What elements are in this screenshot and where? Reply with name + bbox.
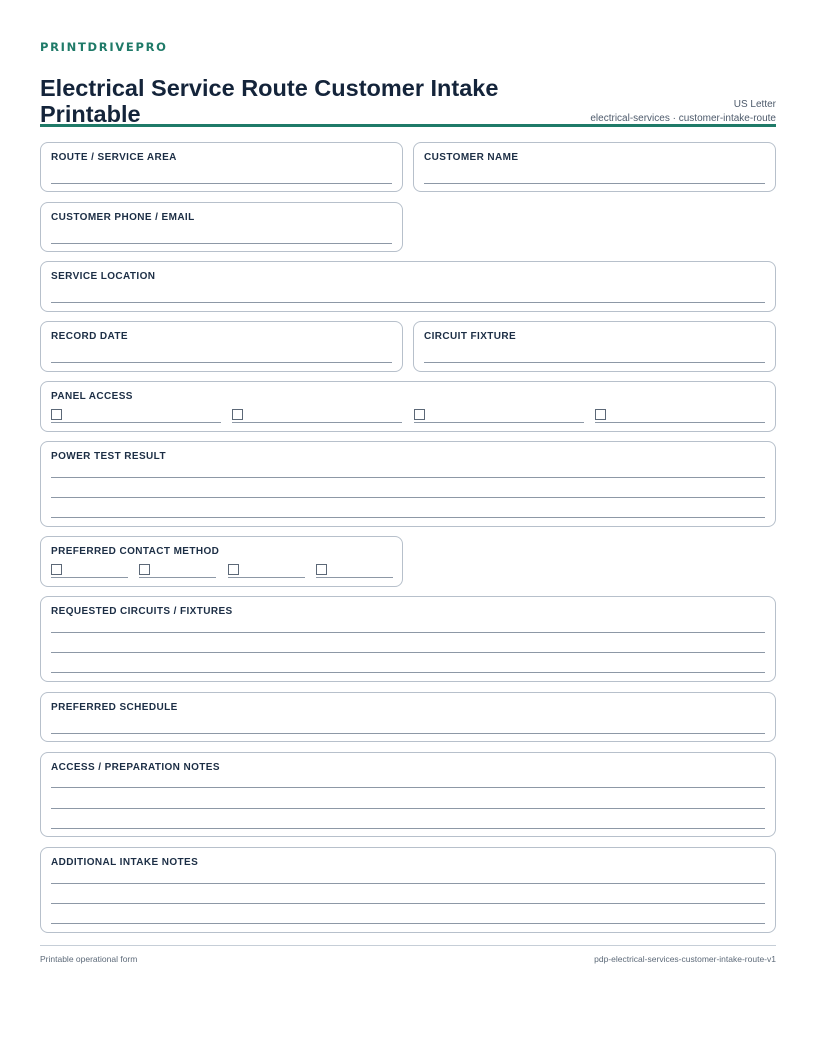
circuit-fixture-input-line[interactable] bbox=[424, 362, 765, 363]
requested-circuits-line-1[interactable] bbox=[51, 632, 765, 633]
additional-notes-line-1[interactable] bbox=[51, 883, 765, 884]
brand-wordmark: PRINTDRIVEPRO bbox=[40, 40, 168, 54]
additional-intake-notes-field bbox=[40, 847, 776, 933]
requested-circuits-line-2[interactable] bbox=[51, 652, 765, 653]
customer-phone-email-label: CUSTOMER PHONE / EMAIL bbox=[51, 212, 195, 223]
footer-form-id: pdp-electrical-services-customer-intake-route-v1 bbox=[594, 954, 776, 964]
requested-circuits-line-3[interactable] bbox=[51, 672, 765, 673]
checkbox-icon[interactable] bbox=[232, 409, 243, 420]
checkbox-icon[interactable] bbox=[316, 564, 327, 575]
power-test-result-field bbox=[40, 441, 776, 527]
checkbox-icon[interactable] bbox=[139, 564, 150, 575]
route-service-area-label: ROUTE / SERVICE AREA bbox=[51, 152, 177, 163]
preferred-schedule-input-line[interactable] bbox=[51, 733, 765, 734]
form-page bbox=[40, 40, 776, 127]
contact-method-option-2[interactable] bbox=[139, 564, 216, 578]
panel-access-field bbox=[40, 381, 776, 432]
power-test-result-line-1[interactable] bbox=[51, 477, 765, 478]
preferred-contact-method-label: PREFERRED CONTACT METHOD bbox=[51, 546, 220, 557]
route-service-area-input-line[interactable] bbox=[51, 183, 392, 184]
customer-name-input-line[interactable] bbox=[424, 183, 765, 184]
record-date-input-line[interactable] bbox=[51, 362, 392, 363]
footer-description: Printable operational form bbox=[40, 954, 138, 964]
panel-access-option-1[interactable] bbox=[51, 409, 221, 423]
access-notes-line-3[interactable] bbox=[51, 828, 765, 829]
access-preparation-notes-field bbox=[40, 752, 776, 837]
checkbox-icon[interactable] bbox=[51, 409, 62, 420]
route-service-area-field bbox=[40, 142, 403, 192]
page-title: Electrical Service Route Customer Intake Printable bbox=[40, 75, 499, 127]
form-header bbox=[40, 54, 776, 127]
power-test-result-label: POWER TEST RESULT bbox=[51, 451, 166, 462]
form-footer bbox=[40, 945, 776, 964]
panel-access-option-3[interactable] bbox=[414, 409, 584, 423]
additional-notes-line-2[interactable] bbox=[51, 903, 765, 904]
customer-phone-email-field bbox=[40, 202, 403, 252]
requested-circuits-fixtures-field bbox=[40, 596, 776, 682]
paper-size-label: US Letter bbox=[733, 99, 776, 110]
service-location-input-line[interactable] bbox=[51, 302, 765, 303]
contact-method-option-3[interactable] bbox=[228, 564, 305, 578]
checkbox-icon[interactable] bbox=[414, 409, 425, 420]
additional-intake-notes-label: ADDITIONAL INTAKE NOTES bbox=[51, 857, 199, 868]
checkbox-icon[interactable] bbox=[228, 564, 239, 575]
panel-access-option-4[interactable] bbox=[595, 409, 765, 423]
contact-method-option-4[interactable] bbox=[316, 564, 393, 578]
form-slug: electrical-services · customer-intake-route bbox=[590, 112, 776, 124]
panel-access-label: PANEL ACCESS bbox=[51, 391, 133, 402]
contact-method-option-1[interactable] bbox=[51, 564, 128, 578]
service-location-label: SERVICE LOCATION bbox=[51, 271, 156, 282]
record-date-field bbox=[40, 321, 403, 372]
additional-notes-line-3[interactable] bbox=[51, 923, 765, 924]
panel-access-option-2[interactable] bbox=[232, 409, 402, 423]
access-preparation-notes-label: ACCESS / PREPARATION NOTES bbox=[51, 762, 220, 773]
circuit-fixture-label: CIRCUIT FIXTURE bbox=[424, 331, 517, 342]
customer-name-field bbox=[413, 142, 776, 192]
access-notes-line-1[interactable] bbox=[51, 787, 765, 788]
record-date-label: RECORD DATE bbox=[51, 331, 128, 342]
service-location-field bbox=[40, 261, 776, 312]
preferred-contact-method-field bbox=[40, 536, 403, 587]
access-notes-line-2[interactable] bbox=[51, 808, 765, 809]
circuit-fixture-field bbox=[413, 321, 776, 372]
power-test-result-line-3[interactable] bbox=[51, 517, 765, 518]
form-meta bbox=[590, 98, 776, 125]
power-test-result-line-2[interactable] bbox=[51, 497, 765, 498]
checkbox-icon[interactable] bbox=[595, 409, 606, 420]
preferred-schedule-label: PREFERRED SCHEDULE bbox=[51, 702, 178, 713]
checkbox-icon[interactable] bbox=[51, 564, 62, 575]
preferred-schedule-field bbox=[40, 692, 776, 742]
customer-name-label: CUSTOMER NAME bbox=[424, 152, 519, 163]
customer-phone-email-input-line[interactable] bbox=[51, 243, 392, 244]
requested-circuits-fixtures-label: REQUESTED CIRCUITS / FIXTURES bbox=[51, 606, 233, 617]
